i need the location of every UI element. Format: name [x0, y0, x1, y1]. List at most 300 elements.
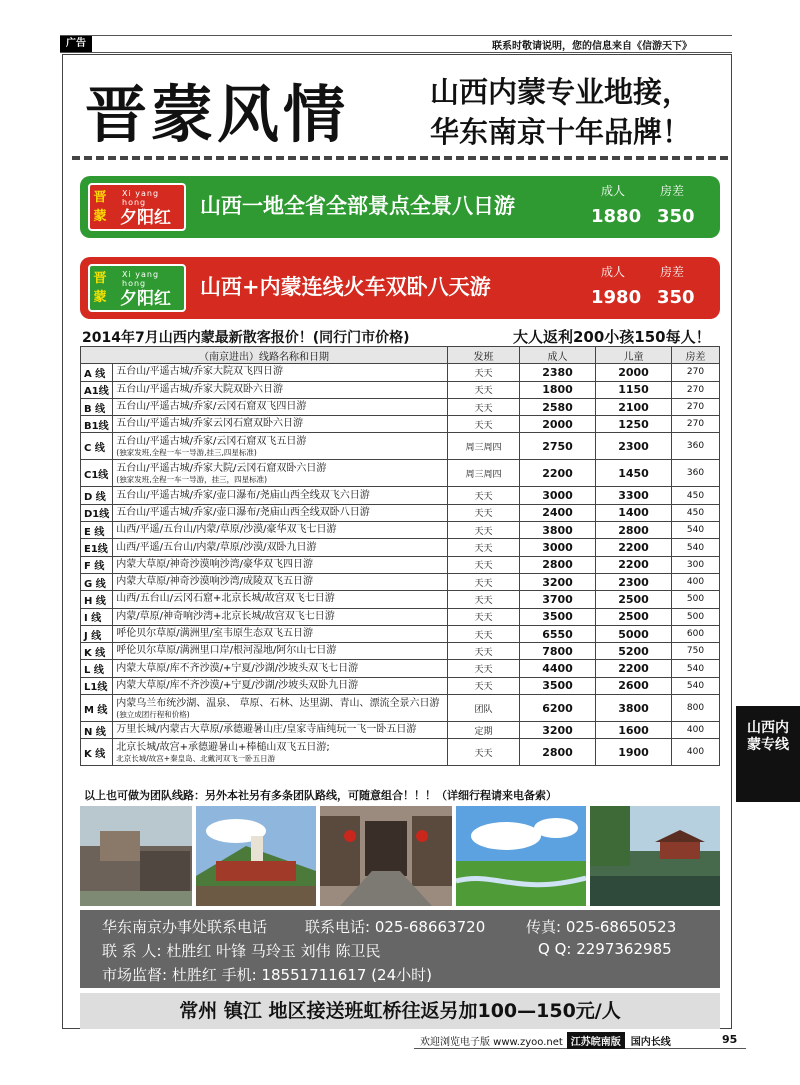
child-cell: [596, 398, 672, 415]
adult-label: 成人: [601, 265, 626, 279]
room-diff: 400: [686, 725, 705, 736]
departure-cell: [448, 364, 520, 381]
route-desc: 北京长城/故宫+承德避暑山+棒槌山双飞五日游;: [116, 741, 330, 753]
room-diff: 300: [686, 559, 705, 570]
departure: 天天: [474, 595, 493, 606]
route-code: E 线: [81, 522, 113, 539]
adult-price: 2800: [542, 745, 573, 759]
route-cell: [113, 364, 448, 381]
adult-cell: [520, 504, 596, 521]
header-route: （南京进出）线路名称和日期: [81, 347, 448, 364]
adult-cell: [520, 573, 596, 590]
table-row: [81, 398, 720, 415]
transfer-note: 常州 镇江 地区接送班虹桥往返另加100—150元/人: [80, 993, 720, 1029]
route-cell: [113, 416, 448, 433]
table-row: [81, 539, 720, 556]
room-diff: 540: [686, 680, 705, 691]
phone-number[interactable]: 025-68663720: [374, 918, 486, 936]
route-title: 山西+内蒙连线火车双卧八天游: [200, 274, 491, 299]
child-cell: [596, 433, 672, 460]
adult-price: 1980: [591, 287, 642, 308]
route-desc: 山西/平遥/五台山/内蒙/草原/沙漠/豪华双飞七日游: [116, 524, 337, 536]
room-cell: [672, 591, 720, 608]
room-diff: 270: [686, 419, 705, 430]
contact-row-3: [102, 964, 432, 985]
adult-cell: [520, 381, 596, 398]
room-cell: [672, 487, 720, 504]
contact-row-2: [102, 940, 380, 961]
child-cell: [596, 416, 672, 433]
room-diff: 270: [686, 367, 705, 378]
room-cell: [672, 539, 720, 556]
room-diff: 540: [686, 542, 705, 553]
room-cell: [672, 660, 720, 677]
photo-wutai-temple: [196, 806, 316, 906]
room-label: 房差: [660, 184, 685, 198]
route-code: H 线: [81, 591, 113, 608]
departure-cell: [448, 660, 520, 677]
child-price: 2800: [618, 523, 649, 537]
route-cell: [113, 625, 448, 642]
child-cell: [596, 556, 672, 573]
adult-cell: [520, 416, 596, 433]
route-cell: [113, 677, 448, 694]
adult-price: 6200: [542, 701, 573, 715]
route-code: A1线: [81, 381, 113, 398]
route-code: D1线: [81, 504, 113, 521]
child-price: 2000: [618, 365, 649, 379]
table-header-row: [81, 347, 720, 364]
route-cell: [113, 398, 448, 415]
child-price: 5000: [618, 627, 649, 641]
route-cell: [113, 504, 448, 521]
room-cell: [672, 416, 720, 433]
route-cell: [113, 608, 448, 625]
route-desc: 内蒙乌兰布统沙湖、温泉、 草原、石林、达里湖、青山、漂流全景六日游: [116, 697, 440, 709]
adult-price: 3000: [542, 541, 573, 555]
adult-price: 2380: [542, 365, 573, 379]
route-desc: 内蒙大草原/库不齐沙漠/+宁夏/沙湖/沙坡头双卧九日游: [116, 679, 359, 691]
adult-cell: [520, 364, 596, 381]
supervisor-label: 市场监督:: [102, 966, 168, 984]
table-row: [81, 416, 720, 433]
departure: 天天: [474, 386, 493, 397]
table-row: [81, 522, 720, 539]
adult-price: 1800: [542, 383, 573, 397]
adult-cell: [520, 608, 596, 625]
lake-image: [590, 806, 720, 906]
adult-cell: [520, 460, 596, 487]
xiyanghong-logo: [88, 264, 186, 312]
child-cell: [596, 539, 672, 556]
departure: 团队: [474, 704, 493, 715]
child-cell: [596, 608, 672, 625]
photo-qiao-courtyard: [320, 806, 452, 906]
route-cell: [113, 522, 448, 539]
adult-price: 2200: [542, 466, 573, 480]
footer-welcome[interactable]: 欢迎浏览电子版 www.zyoo.net: [420, 1037, 563, 1048]
route-code: J 线: [81, 625, 113, 642]
adult-price: 3800: [542, 523, 573, 537]
route-cell: [113, 660, 448, 677]
route-cell: [113, 487, 448, 504]
route-cell: [113, 643, 448, 660]
brand-title: 晋蒙风情: [85, 78, 350, 151]
route-desc: 内蒙大草原/神奇沙漠响沙湾/成陵双飞五日游: [116, 576, 314, 588]
route-desc: 内蒙/草原/神奇响沙湾+北京长城/故宫双飞七日游: [116, 610, 335, 622]
departure: 周三周四: [465, 469, 502, 480]
departure: 天天: [474, 682, 493, 693]
child-price: 2600: [618, 679, 649, 693]
departure-cell: [448, 504, 520, 521]
table-row: [81, 643, 720, 660]
route-desc: 五台山/平遥古城/乔家云冈石窟双卧六日游: [116, 418, 304, 430]
table-row: [81, 364, 720, 381]
route-code: K 线: [81, 643, 113, 660]
table-row: [81, 381, 720, 398]
room-cell: [672, 460, 720, 487]
route-code: G 线: [81, 573, 113, 590]
route-code: M 线: [81, 695, 113, 722]
child-cell: [596, 522, 672, 539]
room-cell: [672, 522, 720, 539]
child-cell: [596, 643, 672, 660]
table-row: [81, 608, 720, 625]
departure: 天天: [474, 420, 493, 431]
route-code: L 线: [81, 660, 113, 677]
route-cell: [113, 556, 448, 573]
route-banner-1[interactable]: [80, 176, 720, 238]
route-code: F 线: [81, 556, 113, 573]
departure-cell: [448, 556, 520, 573]
adult-price: 4400: [542, 662, 573, 676]
adult-cell: [520, 433, 596, 460]
adult-cell: [520, 539, 596, 556]
people-label: 联 系 人:: [102, 942, 162, 960]
city-gate-image: [80, 806, 192, 906]
child-price: 1150: [618, 383, 649, 397]
supervisor-info: 杜胜红 手机: 18551711617 (24小时): [171, 966, 432, 984]
child-price: 2300: [618, 575, 649, 589]
departure: 天天: [474, 561, 493, 572]
adult-price: 6550: [542, 627, 573, 641]
header-adult: 成人: [520, 347, 596, 364]
qq-group: [538, 940, 672, 958]
adult-price: 3700: [542, 592, 573, 606]
xiyanghong-logo: [88, 183, 186, 231]
footer-edition: 江苏皖南版: [567, 1032, 625, 1049]
route-cell: [113, 573, 448, 590]
child-price: 2200: [618, 662, 649, 676]
child-price: 1600: [618, 723, 649, 737]
brand-slogan: [430, 72, 691, 152]
child-price: 3800: [618, 701, 649, 715]
top-bar: [60, 35, 732, 53]
route-code: C1线: [81, 460, 113, 487]
adult-cell: [520, 625, 596, 642]
departure-cell: [448, 539, 520, 556]
child-cell: [596, 677, 672, 694]
photo-grassland-river: [456, 806, 586, 906]
child-price: 2200: [618, 541, 649, 555]
room-diff: 270: [686, 384, 705, 395]
contact-panel: [80, 910, 720, 988]
route-cell: [113, 381, 448, 398]
route-desc: 五台山/平遥古城/乔家/云冈石窟双飞四日游: [116, 401, 307, 413]
photo-city-gate: [80, 806, 192, 906]
side-tab-line-2: 蒙专线: [747, 737, 789, 753]
route-sub: 北京长城/故宫+秦皇岛、北戴河双飞一卧五日游: [116, 753, 276, 763]
room-label: 房差: [660, 265, 685, 279]
route-sub: (独家发班,全程一车一导游,挂三,四星标准): [116, 447, 257, 457]
child-cell: [596, 364, 672, 381]
child-price: 2100: [618, 400, 649, 414]
route-code: B 线: [81, 398, 113, 415]
room-diff: 500: [686, 594, 705, 605]
child-cell: [596, 695, 672, 722]
grassland-image: [456, 806, 586, 906]
departure-cell: [448, 398, 520, 415]
route-code: B1线: [81, 416, 113, 433]
route-cell: [113, 739, 448, 766]
departure-cell: [448, 487, 520, 504]
adult-price: 3000: [542, 489, 573, 503]
contact-row-1: [102, 916, 267, 937]
child-cell: [596, 487, 672, 504]
room-cell: [672, 722, 720, 739]
child-price: 2200: [618, 558, 649, 572]
adult-price: 3500: [542, 610, 573, 624]
route-cell: [113, 539, 448, 556]
logo-pinyin: Xi yang hong: [122, 270, 160, 288]
table-row: [81, 739, 720, 766]
qq-label: Q Q:: [538, 940, 572, 958]
phone-label: 联系电话:: [305, 918, 371, 936]
table-row: [81, 573, 720, 590]
route-desc: 内蒙大草原/库不齐沙漠/+宁夏/沙湖/沙坡头双飞七日游: [116, 662, 359, 674]
adult-cell: [520, 487, 596, 504]
adult-price: 2000: [542, 417, 573, 431]
footer-section: 国内长线: [630, 1037, 671, 1048]
departure-cell: [448, 416, 520, 433]
child-cell: [596, 381, 672, 398]
logo-name: 夕阳红: [120, 208, 171, 228]
child-cell: [596, 504, 672, 521]
room-diff: 750: [686, 646, 705, 657]
departure-cell: [448, 695, 520, 722]
table-row: [81, 591, 720, 608]
child-price: 5200: [618, 644, 649, 658]
qq-number[interactable]: 2297362985: [576, 940, 672, 958]
room-cell: [672, 381, 720, 398]
child-cell: [596, 722, 672, 739]
route-desc: 五台山/平遥古城/乔家/云冈石窟双飞五日游: [116, 435, 307, 447]
route-sub: (独立成团行程和价格): [116, 709, 190, 719]
route-sub: (独家发班,全程一车一导游，挂三，四星标准): [116, 474, 268, 484]
adult-cell: [520, 556, 596, 573]
room-cell: [672, 573, 720, 590]
route-desc: 呼伦贝尔草原/满洲里/室韦原生态双飞五日游: [116, 628, 314, 639]
child-price: 1450: [618, 466, 649, 480]
child-price: 2500: [618, 592, 649, 606]
room-diff: 270: [686, 402, 705, 413]
room-diff: 500: [686, 611, 705, 622]
route-desc: 山西/平遥/五台山/内蒙/草原/沙漠/双卧九日游: [116, 541, 317, 553]
header-departure: 发班: [448, 347, 520, 364]
adult-price: 7800: [542, 644, 573, 658]
adult-cell: [520, 722, 596, 739]
adult-cell: [520, 660, 596, 677]
adult-price: 2400: [542, 506, 573, 520]
side-tab[interactable]: [736, 706, 800, 802]
photo-lake-pavilion: [590, 806, 720, 906]
adult-price: 2580: [542, 400, 573, 414]
child-cell: [596, 460, 672, 487]
route-code: N 线: [81, 722, 113, 739]
route-desc: 五台山/平遥古城/乔家/壶口瀑布/尧庙山西全线双卧八日游: [116, 506, 370, 518]
phone-group: [305, 916, 485, 937]
office-label: 华东南京办事处联系电话: [102, 918, 268, 936]
header-child: 儿童: [596, 347, 672, 364]
room-price: 350: [657, 206, 695, 227]
room-diff: 600: [686, 629, 705, 639]
route-code: A 线: [81, 364, 113, 381]
contact-people: 杜胜红 叶锋 马玲玉 刘伟 陈卫民: [166, 942, 381, 960]
route-desc: 万里长城/内蒙古大草原/承德避暑山庄/皇家寺庙纯玩一飞一卧五日游: [116, 724, 417, 736]
route-code: D 线: [81, 487, 113, 504]
departure: 定期: [474, 726, 493, 737]
departure-cell: [448, 433, 520, 460]
logo-char-2: 蒙: [93, 209, 107, 224]
table-row: [81, 695, 720, 722]
departure-cell: [448, 522, 520, 539]
adult-cell: [520, 643, 596, 660]
slogan-line-2: 华东南京十年品牌！: [430, 115, 692, 149]
price-table: [80, 346, 720, 766]
route-desc: 五台山/平遥古城/乔家大院双卧六日游: [116, 383, 284, 395]
table-row: [81, 625, 720, 642]
child-cell: [596, 660, 672, 677]
child-price: 1400: [618, 506, 649, 520]
route-cell: [113, 722, 448, 739]
adult-cell: [520, 695, 596, 722]
departure: 天天: [474, 509, 493, 520]
route-desc: 五台山/平遥古城/乔家大院/云冈石窟双卧六日游: [116, 462, 327, 474]
departure: 天天: [474, 665, 493, 676]
room-cell: [672, 695, 720, 722]
logo-pinyin: Xi yang hong: [122, 189, 160, 207]
temple-image: [196, 806, 316, 906]
adult-cell: [520, 591, 596, 608]
departure-cell: [448, 573, 520, 590]
table-row: [81, 504, 720, 521]
room-cell: [672, 364, 720, 381]
ad-tag: 广告: [60, 36, 92, 52]
courtyard-image: [320, 806, 452, 906]
price-list-title: 2014年7月山西内蒙最新散客报价！(同行门市价格): [82, 330, 410, 346]
adult-cell: [520, 677, 596, 694]
room-cell: [672, 677, 720, 694]
logo-name: 夕阳红: [120, 289, 171, 309]
logo-char-1: 晋: [93, 190, 107, 205]
room-diff: 450: [686, 507, 705, 518]
child-cell: [596, 625, 672, 642]
room-diff: 400: [686, 577, 705, 588]
route-banner-2[interactable]: [80, 257, 720, 319]
room-cell: [672, 398, 720, 415]
departure: 天天: [474, 368, 493, 379]
route-title: 山西一地全省全部景点全景八日游: [200, 193, 515, 218]
departure-cell: [448, 677, 520, 694]
route-code: E1线: [81, 539, 113, 556]
footer-bar: [414, 1033, 746, 1049]
logo-char-2: 蒙: [93, 290, 107, 305]
departure: 天天: [474, 403, 493, 414]
route-desc: 山西/五台山/云冈石窟+北京长城/故宫双飞七日游: [116, 593, 335, 605]
table-body: [81, 364, 720, 766]
adult-label: 成人: [601, 184, 626, 198]
child-price: 3300: [618, 489, 649, 503]
room-price: 350: [657, 287, 695, 308]
departure-cell: [448, 722, 520, 739]
fax-number[interactable]: 025-68650523: [565, 918, 677, 936]
adult-price: 2800: [542, 558, 573, 572]
adult-price: 3500: [542, 679, 573, 693]
departure: 天天: [474, 526, 493, 537]
child-price: 2300: [618, 439, 649, 453]
adult-cell: [520, 522, 596, 539]
room-cell: [672, 556, 720, 573]
table-row: [81, 677, 720, 694]
header-info: 联系时敬请说明，您的信息来自《信游天下》: [492, 40, 692, 52]
room-diff: 360: [686, 468, 705, 479]
departure-cell: [448, 643, 520, 660]
adult-price: 1880: [591, 206, 642, 227]
fax-label: 传真:: [526, 918, 562, 936]
table-row: [81, 487, 720, 504]
route-code: I 线: [81, 608, 113, 625]
child-price: 2500: [618, 610, 649, 624]
header-room: 房差: [672, 347, 720, 364]
room-cell: [672, 608, 720, 625]
child-price: 1250: [618, 417, 649, 431]
adult-price: 3200: [542, 723, 573, 737]
table-row: [81, 722, 720, 739]
table-row: [81, 433, 720, 460]
room-diff: 450: [686, 490, 705, 501]
route-desc: 五台山/平遥古城/乔家大院双飞四日游: [116, 366, 284, 378]
departure: 天天: [474, 613, 493, 624]
route-cell: [113, 591, 448, 608]
room-diff: 360: [686, 441, 705, 452]
table-row: [81, 556, 720, 573]
departure-cell: [448, 608, 520, 625]
route-desc: 呼伦贝尔草原/满洲里口岸/根河湿地/阿尔山七日游: [116, 645, 337, 657]
room-cell: [672, 625, 720, 642]
departure: 天天: [474, 647, 493, 658]
slogan-line-1: 山西内蒙专业地接，: [430, 75, 692, 109]
departure: 天天: [474, 578, 493, 589]
route-cell: [113, 433, 448, 460]
rebate-note: 大人返利200小孩150每人！: [513, 328, 711, 346]
departure-cell: [448, 591, 520, 608]
room-cell: [672, 739, 720, 766]
departure-cell: [448, 739, 520, 766]
route-desc: 五台山/平遥古城/乔家/壶口瀑布/尧庙山西全线双飞六日游: [116, 489, 370, 501]
page-number: 95: [722, 1033, 738, 1046]
table-row: [81, 660, 720, 677]
side-tab-line-1: 山西内: [747, 720, 789, 736]
